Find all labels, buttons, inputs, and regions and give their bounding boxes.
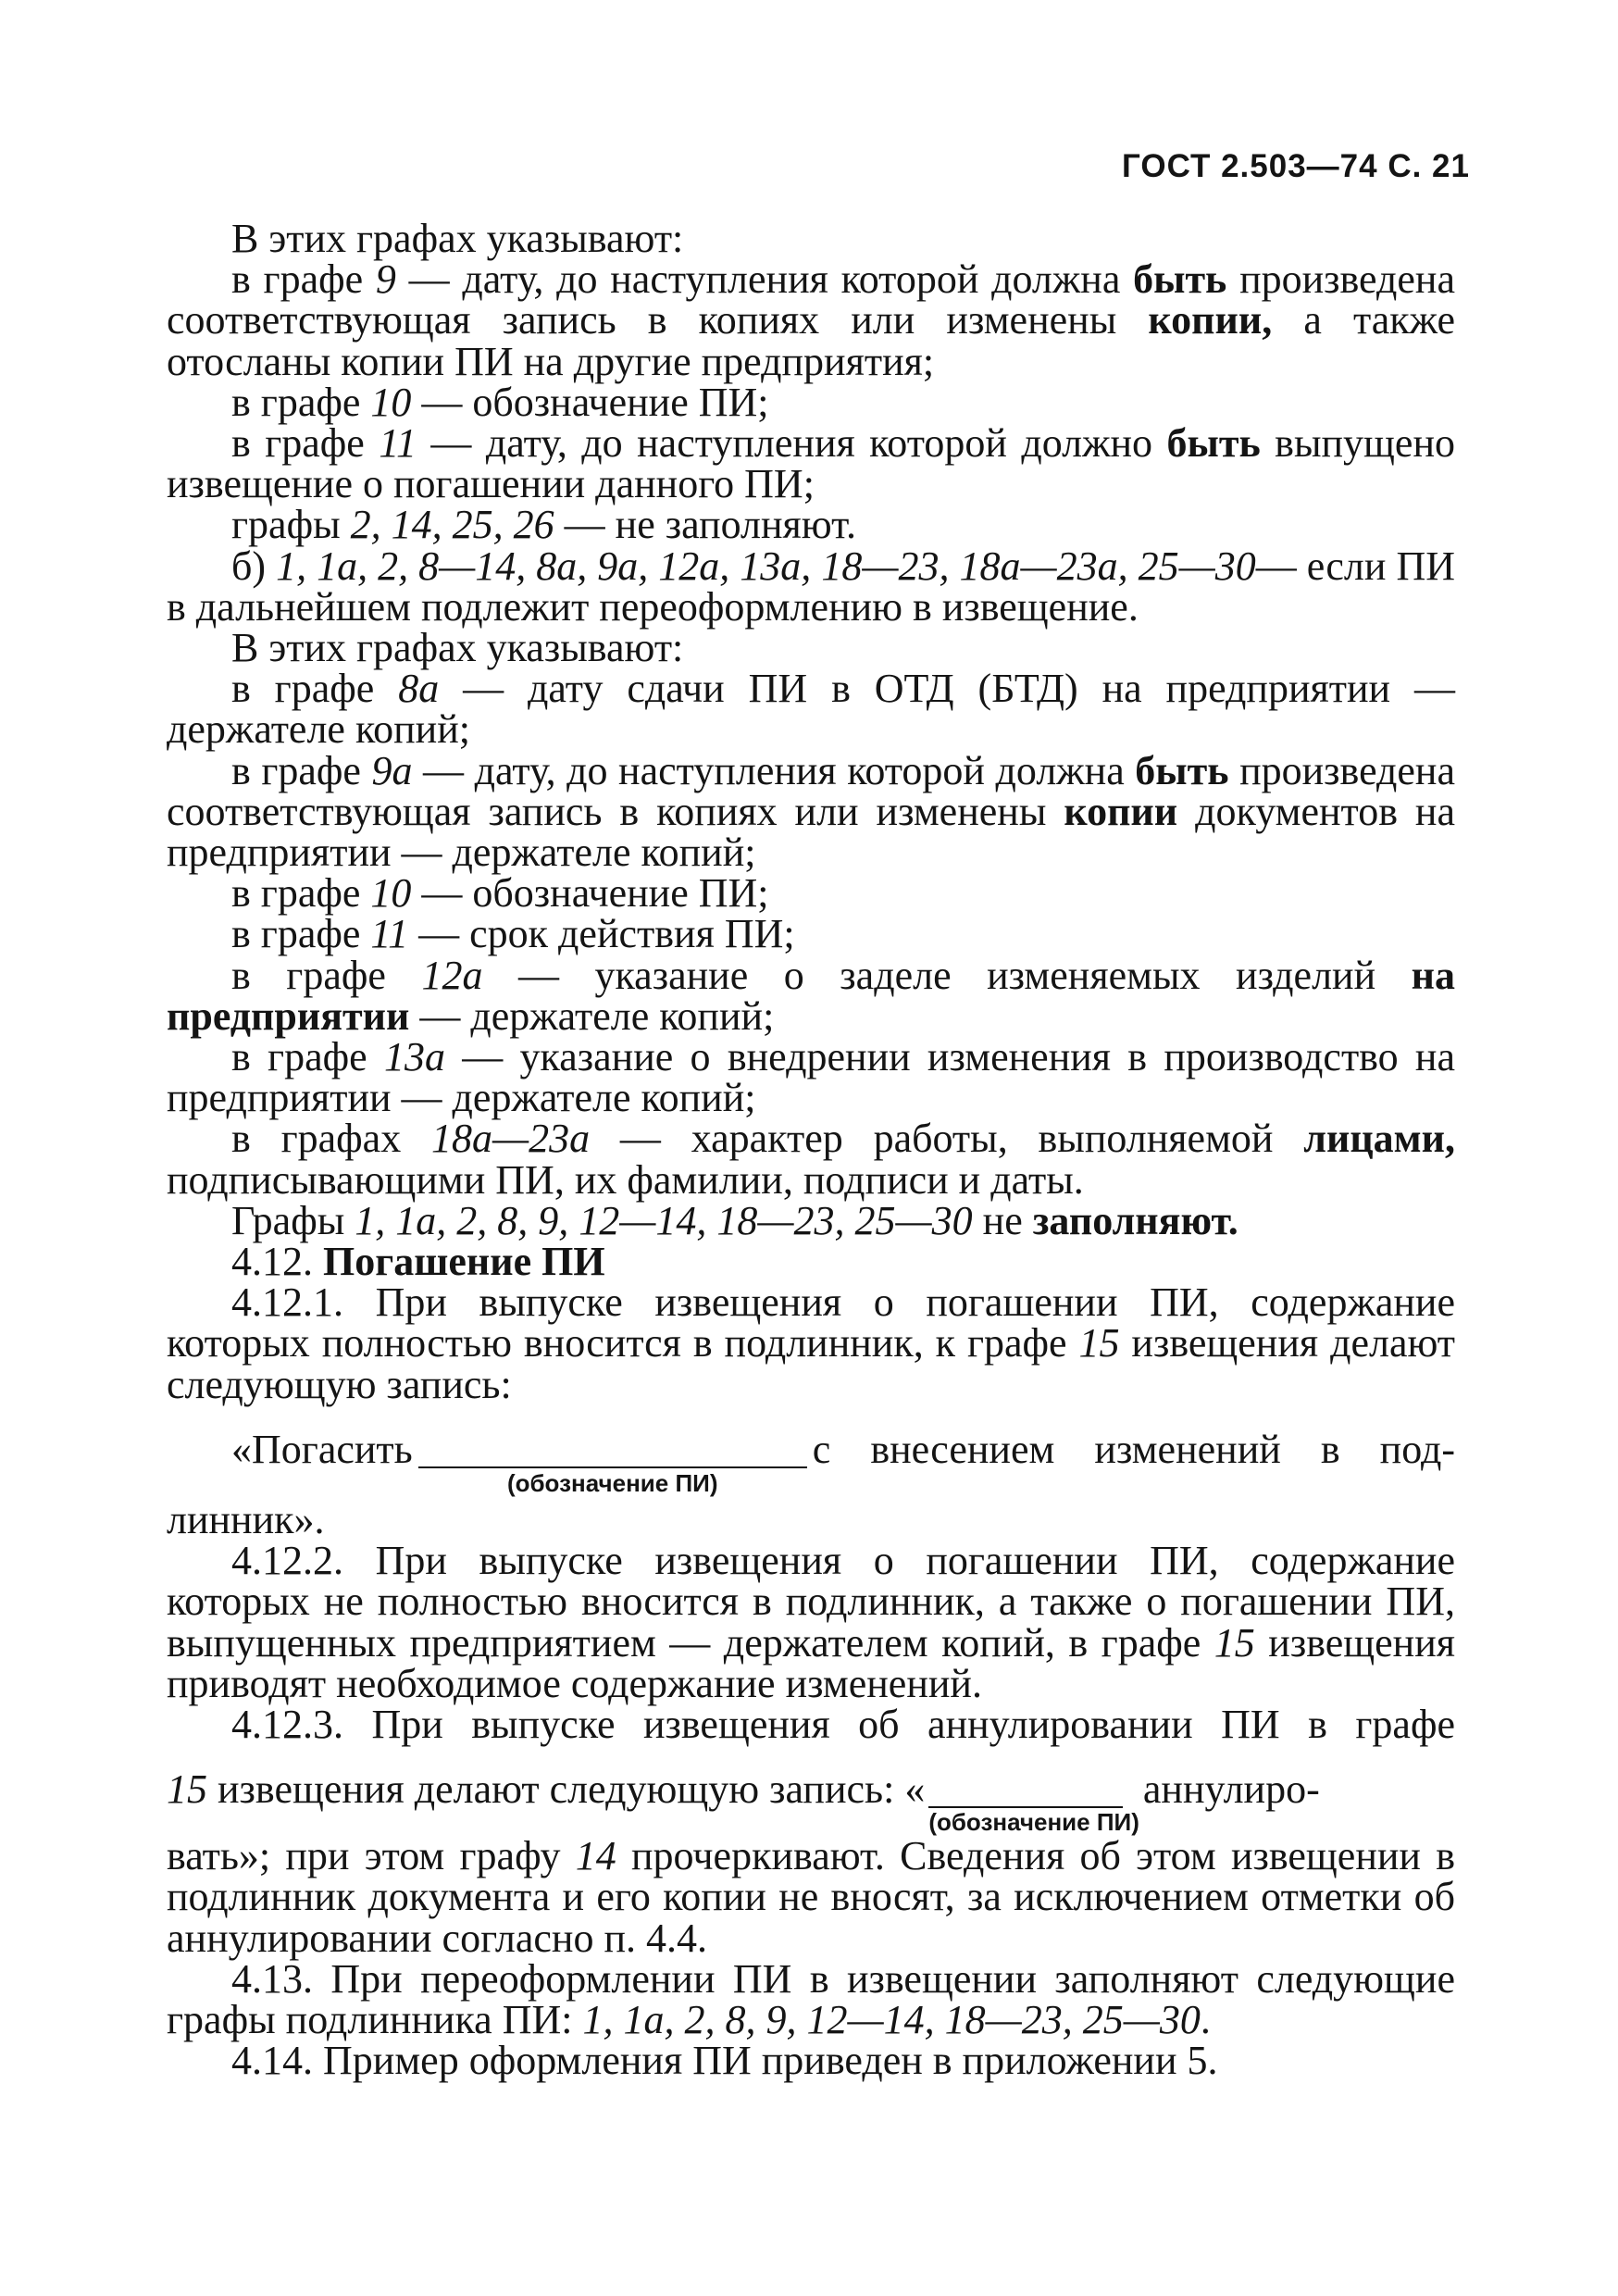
section-heading-4-12: 4.12. Погашение ПИ bbox=[231, 1239, 605, 1285]
formula-pogasit-tail: с внесением изменений в под- bbox=[812, 1426, 1455, 1472]
paragraph-4-12-2: 4.12.2. При выпуске извещения о погашении ПИ, содержание которых не полностью вносится в подлинник, а также о погашении ПИ, выпущенных предприятием — держателем копий, в графе 15 извещения приводят необходимое содержание изменений. bbox=[167, 1538, 1455, 1706]
paragraph-grafy-not-filled: графы 2, 14, 25, 26 — не заполняют. bbox=[231, 502, 856, 548]
paragraph-grafa-12a: в графе 12а — указание о заделе изменяемых изделий на предприятии — держателе копий; bbox=[167, 952, 1456, 1039]
formula-annul-blank bbox=[928, 1769, 1139, 1836]
paragraph-grafa-9: в графе 9 — дату, до наступления которой должна быть произведена соответствующая запись в копиях или изменены копии, а также отосланы копии ПИ на другие предприятия; bbox=[167, 256, 1456, 384]
paragraph-4-12-1: 4.12.1. При выпуске извещения о погашении ПИ, содержание которых полностью вносится в подлинник, к графе 15 извещения делают следующую запись: bbox=[167, 1279, 1455, 1407]
paragraph-grafy-18a-23a: в графах 18а—23а — характер работы, выполняемой лицами, подписывающими ПИ, их фамилии, подписи и даты. bbox=[167, 1116, 1455, 1203]
formula-pogasit-blank bbox=[418, 1429, 807, 1498]
document-body bbox=[167, 216, 1456, 2084]
formula-pogasit-caption: (обозначение ПИ) bbox=[506, 1468, 718, 1497]
formula-annul-caption: (обозначение ПИ) bbox=[928, 1808, 1139, 1837]
formula-pogasit-lead: «Погасить bbox=[231, 1426, 413, 1472]
paragraph-grafa-11: в графе 11 — дату, до наступления которой должно быть выпущено извещение о погашении данного ПИ; bbox=[167, 420, 1456, 507]
paragraph-4-12-3-body: 15 извещения делают следующую запись: « (обозначение ПИ) аннулиро- вать»; при этом графу 14 прочеркивают. Сведения об этом извещении в подлинник документа и его копии не вносят, за исключением отметки об аннулировании согласно п. 4.4. bbox=[167, 1766, 1455, 1961]
paragraph-item-b: б) 1, 1а, 2, 8—14, 8а, 9а, 12а, 13а, 18—23, 18а—23а, 25—30— если ПИ в дальнейшем подлежит переоформлению в извещение. bbox=[167, 543, 1455, 630]
running-header: ГОСТ 2.503—74 С. 21 bbox=[1121, 148, 1470, 184]
paragraph-4-13: 4.13. При переоформлении ПИ в извещении заполняют следующие графы подлинника ПИ: 1, 1а, 2, 8, 9, 12—14, 18—23, 25—30. bbox=[167, 1955, 1455, 2042]
paragraph-grafa-8a: в графе 8а — дату сдачи ПИ в ОТД (БТД) на предприятии — держателе копий; bbox=[167, 666, 1455, 753]
paragraph-grafa-9a: в графе 9а — дату, до наступления которой должна быть произведена соответствующая запись в копиях или изменены копии документов на предприятии — держателе копий; bbox=[167, 747, 1456, 876]
paragraph-grafa-10: в графе 10 — обозначение ПИ; bbox=[231, 379, 769, 425]
paragraph-4-12-3-first-line: 4.12.3. При выпуске извещения об аннулировании ПИ в графе bbox=[231, 1701, 1455, 1747]
paragraph-grafy-closing: Графы 1, 1а, 2, 8, 9, 12—14, 18—23, 25—30 не заполняют. bbox=[231, 1197, 1238, 1243]
paragraph-grafa-10b: в графе 10 — обозначение ПИ; bbox=[231, 870, 769, 917]
paragraph-grafa-11b: в графе 11 — срок действия ПИ; bbox=[231, 911, 795, 957]
formula-pogasit bbox=[167, 1426, 1455, 1498]
paragraph-intro-b: В этих графах указывают: bbox=[231, 625, 684, 671]
formula-pogasit-end: линник». bbox=[167, 1496, 325, 1542]
paragraph-4-14: 4.14. Пример оформления ПИ приведен в приложении 5. bbox=[231, 2038, 1218, 2084]
paragraph-intro-a: В этих графах указывают: bbox=[231, 216, 684, 261]
paragraph-grafa-13a: в графе 13а — указание о внедрении изменения в производство на предприятии — держателе копий; bbox=[167, 1034, 1456, 1121]
